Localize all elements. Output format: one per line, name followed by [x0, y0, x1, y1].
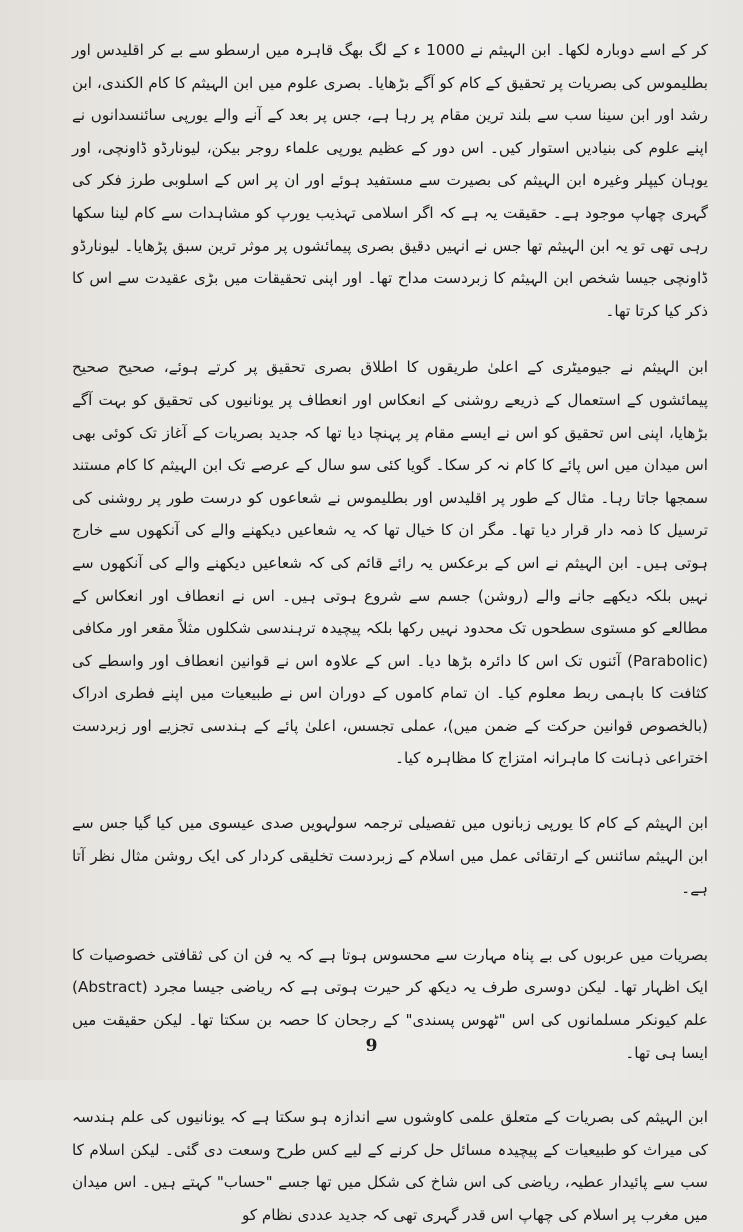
paragraph-3: ابن الہیثم کے کام کا یورپی زبانوں میں تفصیلی ترجمہ سولہویں صدی عیسوی میں کیا گیا جس سے ابن الہیثم سائنس کے ارتقائی عمل میں اسلام کے زبردست تخلیقی کردار کی ایک روشن مثال نظر آتا ہے۔ [72, 814, 708, 898]
paragraph-5: ابن الہیثم کی بصریات کے متعلق علمی کاوشوں سے اندازہ ہو سکتا ہے کہ یونانیوں کی علم ہندسہ کی میراث کو طبیعیات کے پیچیدہ مسائل حل کرنے کے لیے کس طرح وسعت دی گئی۔ لیکن اسلام کا سب سے پائیدار عطیہ، ریاضی کی اس شاخ کی شکل میں تھا جسے "حساب" کہتے ہیں۔ اس میدان میں مغرب پر اسلام کی چھاپ اس قدر گہری تھی کہ جدید عددی نظام کو [72, 1108, 708, 1224]
page-number: 9 [365, 1036, 378, 1056]
paragraph-2: ابن الہیثم نے جیومیٹری کے اعلیٰ طریقوں کا اطلاق بصری تحقیق پر کرتے ہوئے، صحیح صحیح پیمائشوں کے استعمال کے ذریعے روشنی کے انعکاس اور انعطاف پر یونانیوں کی تحقیق کو بہت آگے بڑھایا، اپنی اس تحقیق کو اس نے ایسے مقام پر پہنچا دیا تھا کہ جدید بصریات کے آغاز تک کوئی بھی اس میدان میں اس پائے کا کام نہ کر سکا۔ گویا کئی سو سال کے عرصے تک ابن الہیثم کا کام مستند سمجھا جاتا رہا۔ مثال کے طور پر اقلیدس اور بطلیموس نے شعاعوں کو درست طور پر روشنی کی ترسیل کا ذمہ دار قرار دیا تھا۔ مگر ان کا خیال تھا کہ یہ شعاعیں دیکھنے والے کی آنکھوں سے خارج ہوتی ہیں۔ ابن الہیثم نے اس کے برعکس یہ رائے قائم کی کہ شعاعیں دیکھنے والے کی آنکھوں سے نہیں بلکہ دیکھے جانے والے (روشن) جسم سے شروع ہوتی ہیں۔ اس نے انعطاف اور انعکاس کے مطالعے کو مستوی سطحوں تک محدود نہیں رکھا بلکہ پیچیدہ ترہندسی شکلوں مثلاً مقعر اور مکافی (Parabolic) آئنوں تک اس کا دائرہ بڑھا دیا۔ اس کے علاوہ اس نے قوانین انعطاف اور واسطے کی کثافت کا باہمی ربط معلوم کیا۔ ان تمام کاموں کے دوران اس نے طبیعیات میں اپنے فطری ادراک (بالخصوص قوانین حرکت کے ضمن میں)، عملی تجسس، اعلیٰ پائے کے ہندسی تجزیے اور زبردست اختراعی ذہانت کا ماہرانہ امتزاج کا مظاہرہ کیا۔ [72, 358, 708, 768]
paragraph-1: کر کے اسے دوبارہ لکھا۔ ابن الہیثم نے 1000 ء کے لگ بھگ قاہرہ میں ارسطو سے بے کر اقلیدس اور بطلیموس کی بصریات پر تحقیق کے کام کو آگے بڑھایا۔ بصری علوم میں ابن الہیثم کا کام الکندی، ابن رشد اور ابن سینا سب سے بلند ترین مقام پر رہا ہے، جس پر بعد کے آنے والے یورپی سائنسدانوں نے اپنے علوم کی بنیادیں استوار کیں۔ اس دور کے عظیم یورپی علماء روجر بیکن، لیونارڈو ڈاونچی، اور یوہان کیپلر وغیرہ ابن الہیثم کی بصیرت سے مستفید ہوئے اور ان پر اس کے اسلوبی طرز فکر کی گہری چھاپ موجود ہے۔ حقیقت یہ ہے کہ اگر اسلامی تہذیب یورپ کو مشاہدات سے کام لینا سکھا رہی تھی تو یہ ابن الہیثم تھا جس نے انہیں دقیق بصری پیمائشوں پر موثر ترین سبق پڑھایا۔ لیونارڈو ڈاونچی جیسا شخص ابن الہیثم کا زبردست مداح تھا۔ اور اپنی تحقیقات میں بڑی عقیدت سے اس کا ذکر کیا کرتا تھا۔ [72, 41, 708, 320]
paragraph-4: بصریات میں عربوں کی بے پناہ مہارت سے محسوس ہوتا ہے کہ یہ فن ان کی ثقافتی خصوصیات کا ایک اظہار تھا۔ لیکن دوسری طرف یہ دیکھ کر حیرت ہوتی ہے کہ ریاضی جیسا مجرد (Abstract) علم کیونکر مسلمانوں کی اس "ٹھوس پسندی" کے رجحان کا حصہ بن سکتا تھا۔ لیکن حقیقت میں ایسا ہی تھا۔ [72, 945, 708, 1062]
